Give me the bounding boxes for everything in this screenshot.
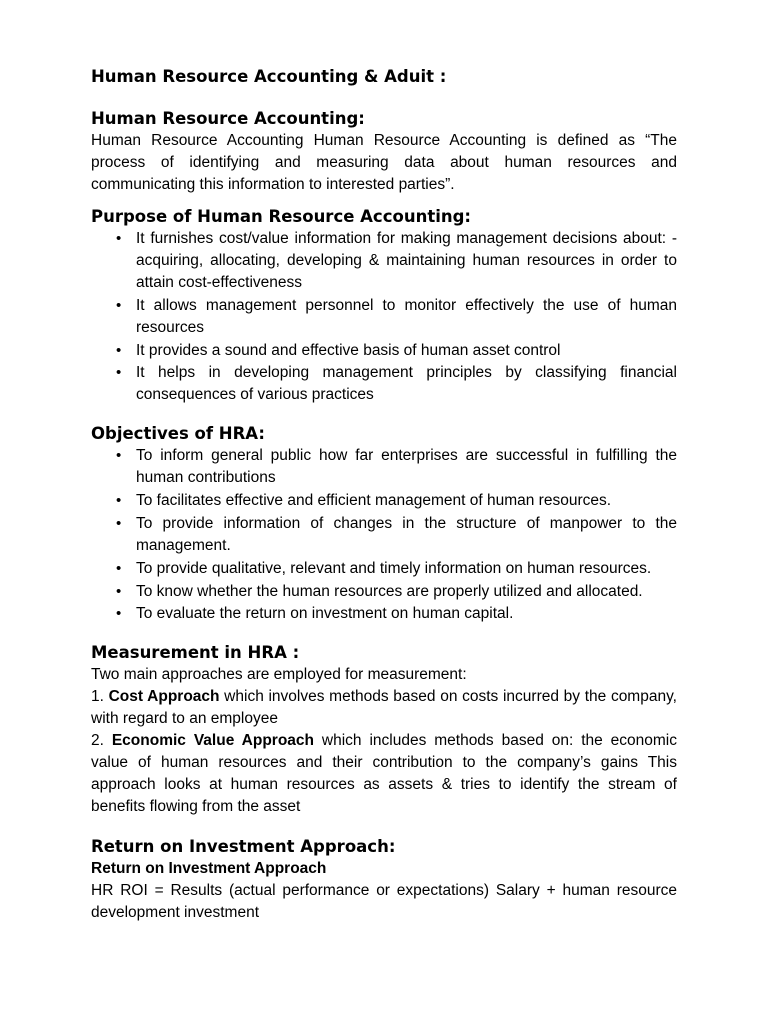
bullet-icon: • <box>116 296 122 314</box>
hra-definition: Human Resource Accounting Human Resource Accounting is defined as “The process of identifying and measuring data about human resources and communicating this information to interested parties”. <box>91 132 677 193</box>
list-item <box>91 603 677 625</box>
bullet-icon: • <box>116 341 122 359</box>
list-item-text: To facilitates effective and efficient management of human resources. <box>136 492 612 510</box>
bullet-icon: • <box>116 447 122 465</box>
heading-hra: Human Resource Accounting: <box>91 109 365 128</box>
heading-roi: Return on Investment Approach: <box>91 837 396 857</box>
bullet-icon: • <box>116 364 122 382</box>
roi-formula: HR ROI = Results (actual performance or expectations) Salary + human resource development investment <box>91 882 677 922</box>
roi-subheading: Return on Investment Approach <box>91 860 327 878</box>
bullet-icon: • <box>116 605 122 623</box>
approach-description: which involves methods based on costs incurred by the company, with regard to an employee <box>91 688 677 728</box>
document-title: Human Resource Accounting & Aduit : <box>91 67 447 86</box>
bullet-icon: • <box>116 492 122 510</box>
list-item <box>91 558 677 580</box>
heading-objectives: Objectives of HRA: <box>91 424 265 444</box>
list-item <box>91 295 677 339</box>
list-item-text: To inform general public how far enterprises are successful in fulfilling the human contributions <box>136 447 677 487</box>
list-item-text: It furnishes cost/value information for making management decisions about: - acquiring, allocating, developing & maintaining human resources in order to attain cost-effectiveness <box>136 230 677 291</box>
bullet-icon: • <box>116 559 122 577</box>
bullet-icon: • <box>116 582 122 600</box>
measurement-intro: Two main approaches are employed for measurement: <box>91 666 467 684</box>
list-item-text: To provide qualitative, relevant and timely information on human resources. <box>136 559 652 577</box>
cost-approach-paragraph <box>91 686 677 730</box>
document-page <box>91 66 677 924</box>
heading-purpose: Purpose of Human Resource Accounting: <box>91 207 472 226</box>
list-item-text: To evaluate the return on investment on human capital. <box>136 605 514 623</box>
approach-name: Economic Value Approach <box>111 732 314 750</box>
list-item <box>91 490 677 512</box>
list-item <box>91 445 677 489</box>
purpose-list <box>91 228 677 406</box>
list-item <box>91 362 677 406</box>
list-item <box>91 340 677 362</box>
approach-number: 1. <box>91 688 109 706</box>
list-item-text: To provide information of changes in the structure of manpower to the management. <box>136 514 677 554</box>
list-item-text: It allows management personnel to monitor effectively the use of human resources <box>136 296 677 336</box>
list-item-text: It provides a sound and effective basis of human asset control <box>136 341 561 359</box>
objectives-list <box>91 445 677 625</box>
approach-number: 2. <box>91 732 112 750</box>
approach-name: Cost Approach <box>108 688 220 706</box>
list-item <box>91 513 677 557</box>
economic-value-approach-paragraph <box>91 730 677 818</box>
list-item-text: To know whether the human resources are properly utilized and allocated. <box>136 582 643 600</box>
bullet-icon: • <box>116 514 122 532</box>
list-item-text: It helps in developing management principles by classifying financial consequences of various practices <box>136 364 677 404</box>
approach-description: which includes methods based on: the economic value of human resources and their contribution to the company’s gains This approach looks at human resources as assets & tries to identify the stream of benefits flowing from the asset <box>91 732 677 816</box>
bullet-icon: • <box>116 230 122 247</box>
list-item <box>91 228 677 294</box>
list-item <box>91 581 677 603</box>
heading-measurement: Measurement in HRA : <box>91 643 300 663</box>
